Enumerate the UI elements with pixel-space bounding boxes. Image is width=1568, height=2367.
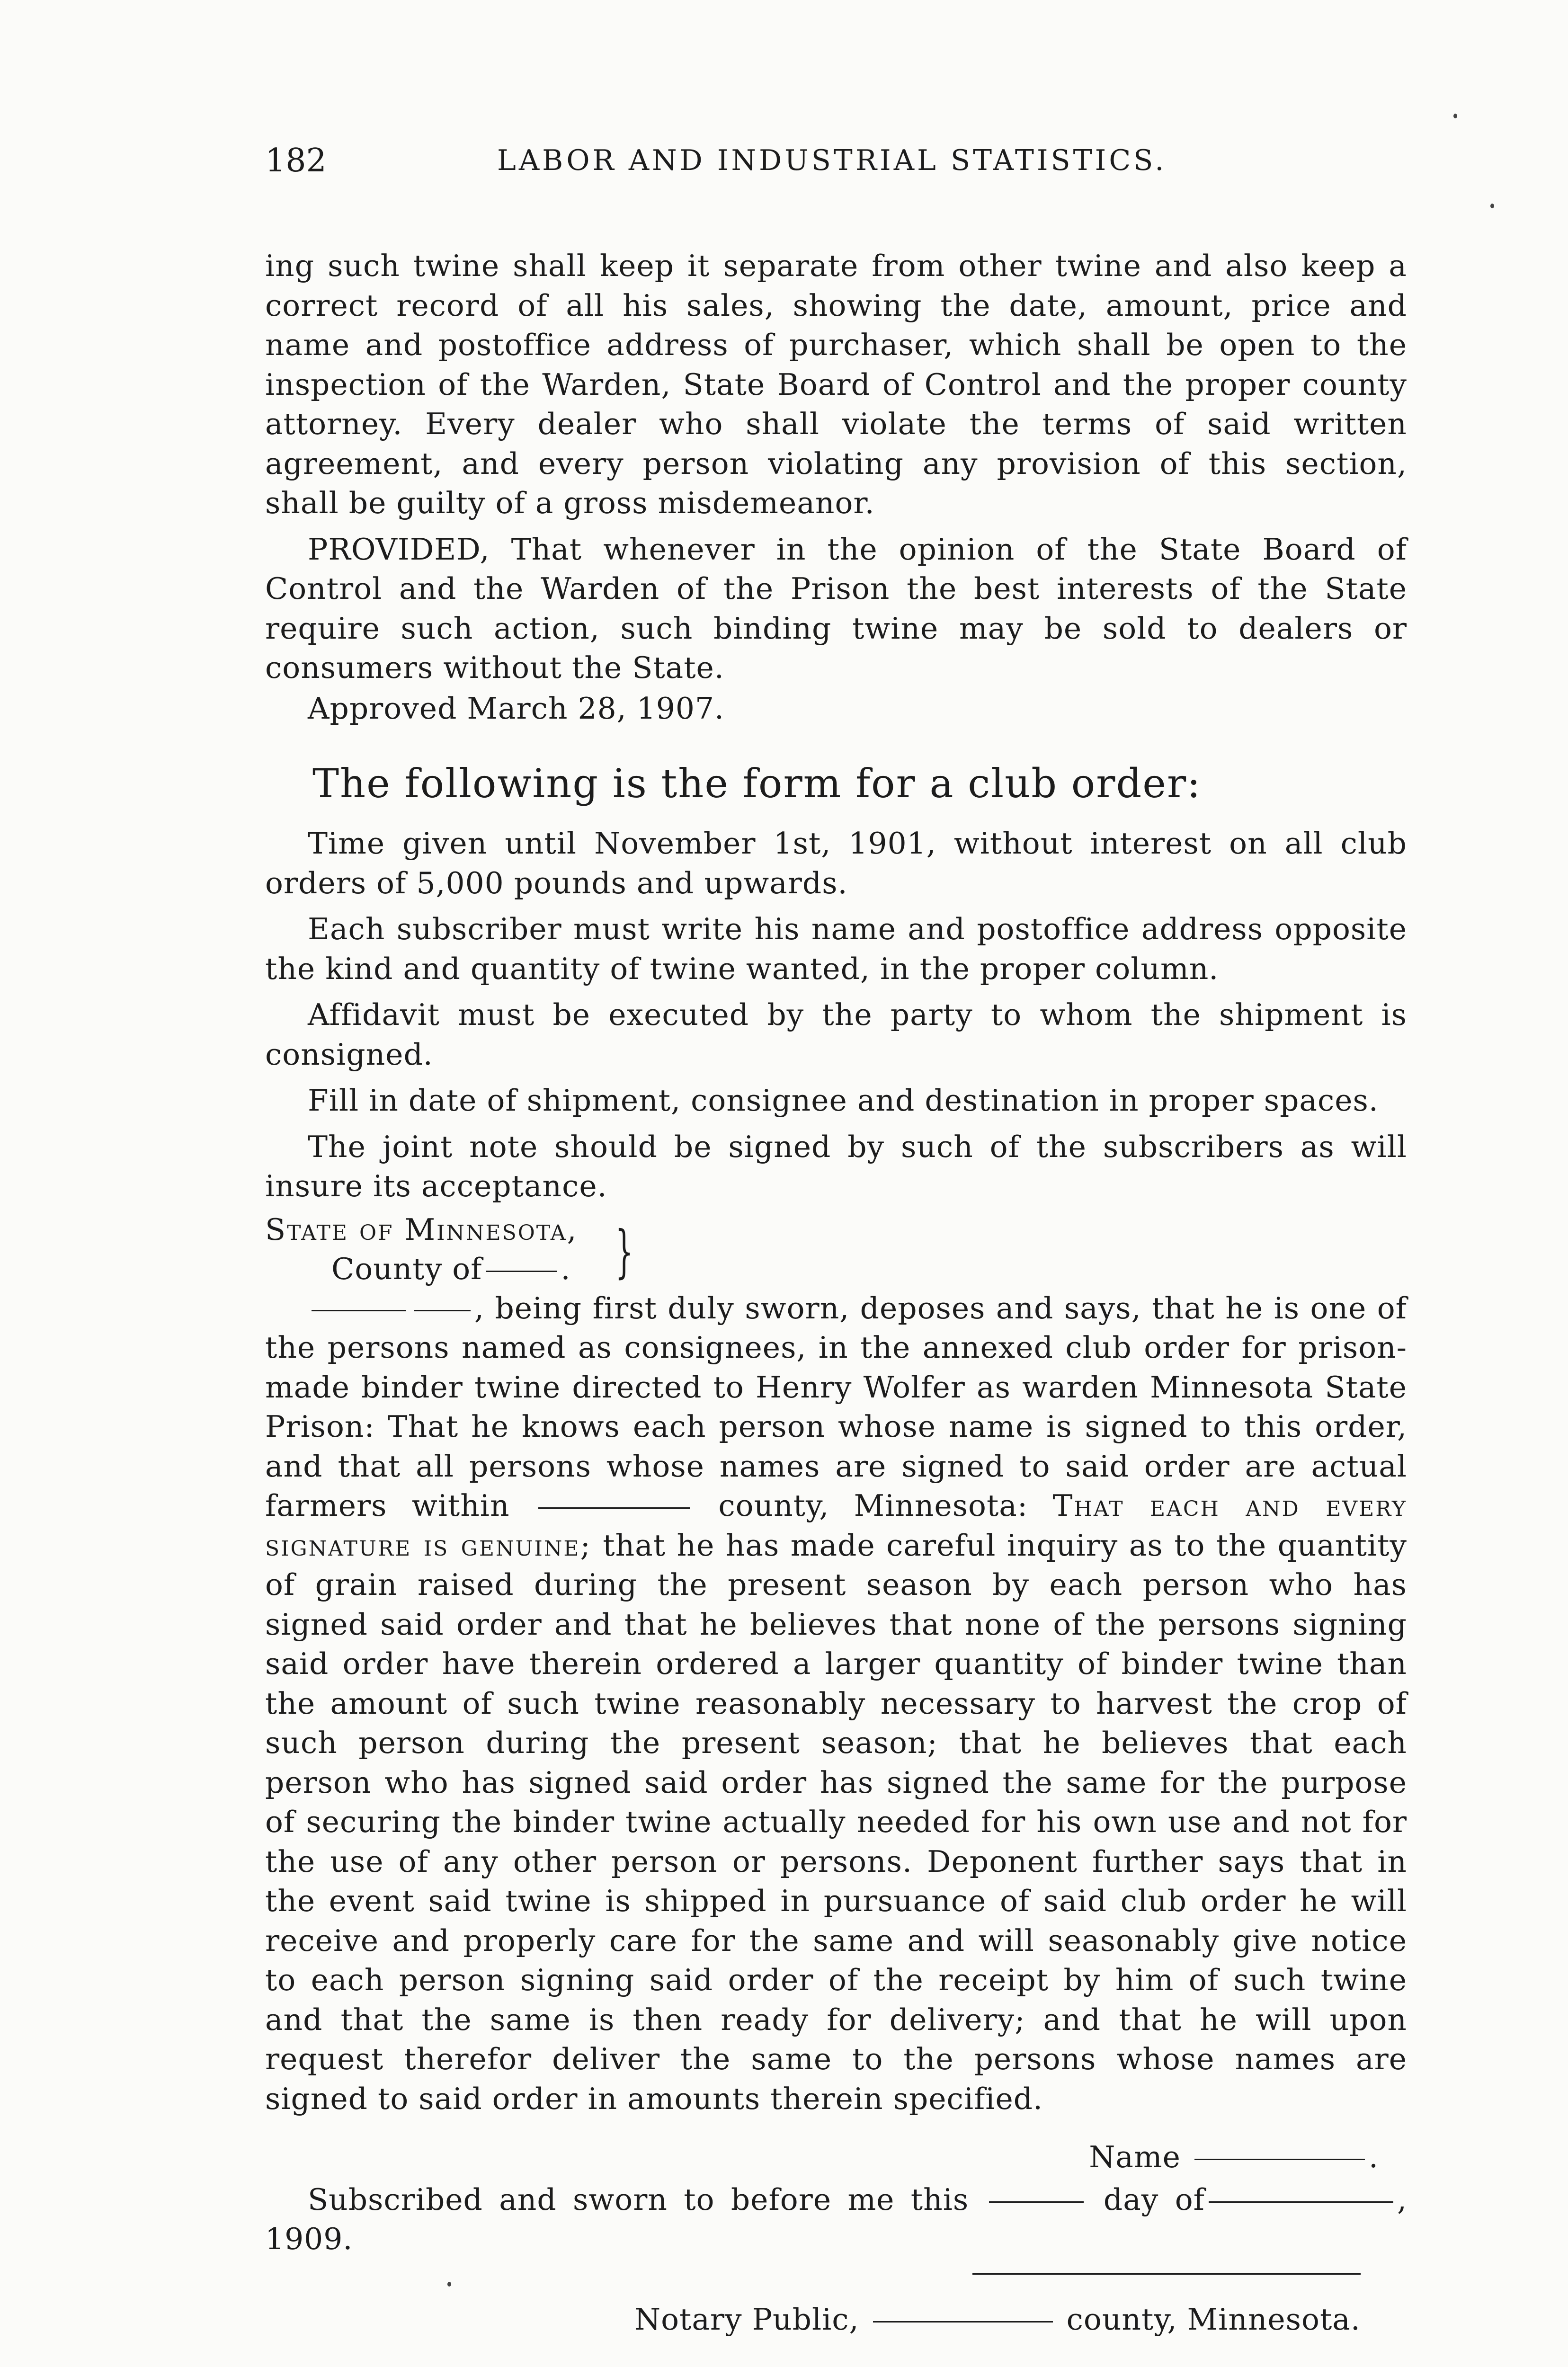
affidavit-text-caps: That each and every signature is genuine; [265,1488,1408,1563]
page-header [265,142,1417,185]
notary-signature-blank [972,2273,1361,2275]
month-blank [1209,2201,1393,2203]
notary-line [265,2300,1407,2340]
venue-brace: } [615,1219,634,1285]
affidavit-venue [265,1210,1407,1289]
signature-name-line [265,2137,1407,2177]
name-blank [1194,2159,1365,2160]
instruction-time-given: Time given until November 1st, 1901, without interest on all club orders of 5,000 pounds and upwards. [265,826,1407,900]
instruction-affidavit: Affidavit must be executed by the party to whom the shipment is consigned. [265,997,1407,1072]
instruction-joint-note: The joint note should be signed by such of the subscribers as will insure its acceptance. [265,1129,1407,1203]
jurat-line [265,2180,1407,2259]
county-name-blank [538,1507,690,1509]
approval-date: Approved March 28, 1907. [308,691,725,726]
scan-speck [1490,204,1494,208]
proviso-paragraph: PROVIDED, That whenever in the opinion of the State Board of Control and the Warden of the Prison the best interests of the State require such action, such binding twine may be sold to dealers or consumers without the State. [265,532,1407,685]
venue-county-suffix: . [561,1251,571,1286]
instruction-subscriber: Each subscriber must write his name and postoffice address opposite the kind and quantity of twine wanted, in the proper column. [265,912,1407,986]
name-label: Name [1089,2140,1181,2174]
affiant-name-blank-2 [414,1310,471,1311]
affidavit-body [265,1289,1407,2119]
jurat-prefix: Subscribed and sworn to before me this [308,2182,969,2217]
statute-paragraph-continued: ing such twine shall keep it separate from other twine and also keep a correct record of all his sales, showing the date, amount, price and name and postoffice address of purchaser, which shall be open to the inspection of the Warden, State Board of Control and the proper county attorney. Every dealer who shall violate the terms of said written agreement, and every person violating any provision of this section, shall be guilty of a gross misdemeanor. [265,249,1407,520]
affidavit-text-part1: , being first duly sworn, deposes and says, that he is one of the persons named as consignees, in the annexed club order for prison-made binder twine directed to Henry Wolfer as warden Minnesota State Prison: That he knows each person whose name is signed to this order, and that all persons whose names are signed to said order are actual farmers within [265,1290,1407,1523]
instruction-fill-in: Fill in date of shipment, consignee and destination in proper spaces. [308,1083,1379,1118]
notary-county: county, Minnesota. [1066,2302,1361,2337]
text-column [265,246,1407,2339]
notary-label: Notary Public, [634,2302,859,2337]
scan-speck [1453,114,1457,118]
venue-state: State of Minnesota, [265,1212,578,1247]
affidavit-text-part2: county, Minnesota: [718,1488,1028,1523]
county-blank [486,1271,557,1272]
venue-county [331,1249,571,1289]
name-suffix: . [1368,2140,1379,2174]
venue-county-label: County of [331,1251,482,1286]
notary-signature-rule [265,2259,1407,2292]
affidavit-text-part3: that he has made careful inquiry as to the quantity of grain raised during the present season by each person who has signed said order and that he believes that none of the persons signing said order have therein ordered a larger quantity of binder twine than the amount of such twine reasonably necessary to harvest the crop of such person during the present season; that he believes that each person who has signed said order has signed the same for the purpose of securing the binder twine actually needed for his own use and not for the use of any other person or persons. Deponent further says that in the event said twine is shipped in pursuance of said club order he will receive and properly care for the same and will seasonably give notice to each person signing said order of the receipt by him of such twine and that the same is then ready for delivery; and that he will upon request therefor deliver the same to the persons whose names are signed to said order in amounts therein specified. [265,1528,1407,2116]
day-blank [989,2201,1084,2203]
notary-county-blank [873,2321,1053,2323]
running-head: LABOR AND INDUSTRIAL STATISTICS. [497,144,1167,177]
jurat-day-of: day of [1103,2182,1205,2217]
jurat-year: , 1909. [265,2182,1407,2256]
page-number: 182 [265,142,327,179]
scan-speck [447,2282,451,2287]
affiant-name-blank [312,1310,406,1311]
section-heading: The following is the form for a club order: [312,760,1202,807]
